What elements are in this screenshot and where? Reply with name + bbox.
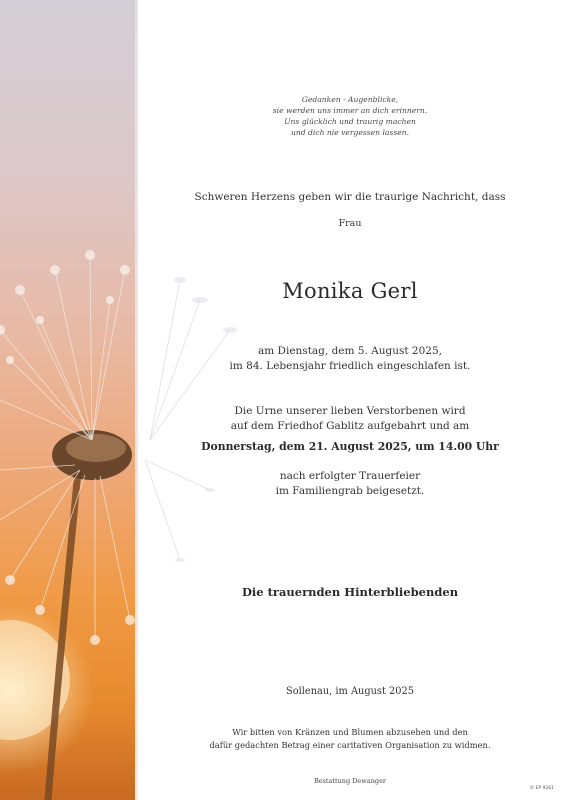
urn-notice-line: Die Urne unserer lieben Verstorbenen wird xyxy=(234,405,466,417)
quote-line: Uns glücklich und traurig machen xyxy=(284,117,416,126)
death-notice-line: im 84. Lebensjahr friedlich eingeschlafen ist. xyxy=(229,360,471,372)
place-date: Sollenau, im August 2025 xyxy=(286,686,414,697)
donation-request-line: Wir bitten von Kränzen und Blumen abzusehen und den xyxy=(232,727,468,737)
intro-text: Schweren Herzens geben wir die traurige Nachricht, dass xyxy=(194,191,506,203)
burial-notice-line: im Familiengrab beigesetzt. xyxy=(275,485,425,497)
reference-code: © EP 9261 xyxy=(529,786,554,791)
salutation: Frau xyxy=(338,218,362,229)
urn-notice xyxy=(150,404,550,434)
strip-divider xyxy=(135,0,138,800)
donation-request xyxy=(150,726,550,752)
deceased-name: Monika Gerl xyxy=(282,279,418,303)
dandelion-illustration xyxy=(0,0,135,800)
death-notice xyxy=(150,344,550,374)
undertaker-name: Bestattung Dewanger xyxy=(313,777,387,785)
memorial-quote xyxy=(150,94,550,138)
dandelion-sunset-photo xyxy=(0,0,135,800)
donation-request-line: dafür gedachten Betrag einer caritativen Organisation zu widmen. xyxy=(209,740,491,750)
urn-notice-line: auf dem Friedhof Gablitz aufgebahrt und am xyxy=(230,420,470,432)
burial-notice xyxy=(150,469,550,499)
quote-line: Gedanken - Augenblicke, xyxy=(301,95,399,104)
mourners-signature: Die trauernden Hinterbliebenden xyxy=(241,585,459,599)
quote-line: sie werden uns immer an dich erinnern. xyxy=(272,106,428,115)
quote-line: und dich nie vergessen lassen. xyxy=(290,128,410,137)
burial-notice-line: nach erfolgter Trauerfeier xyxy=(279,470,421,482)
ceremony-date: Donnerstag, dem 21. August 2025, um 14.00 Uhr xyxy=(201,440,499,453)
death-notice-line: am Dienstag, dem 5. August 2025, xyxy=(258,345,442,357)
